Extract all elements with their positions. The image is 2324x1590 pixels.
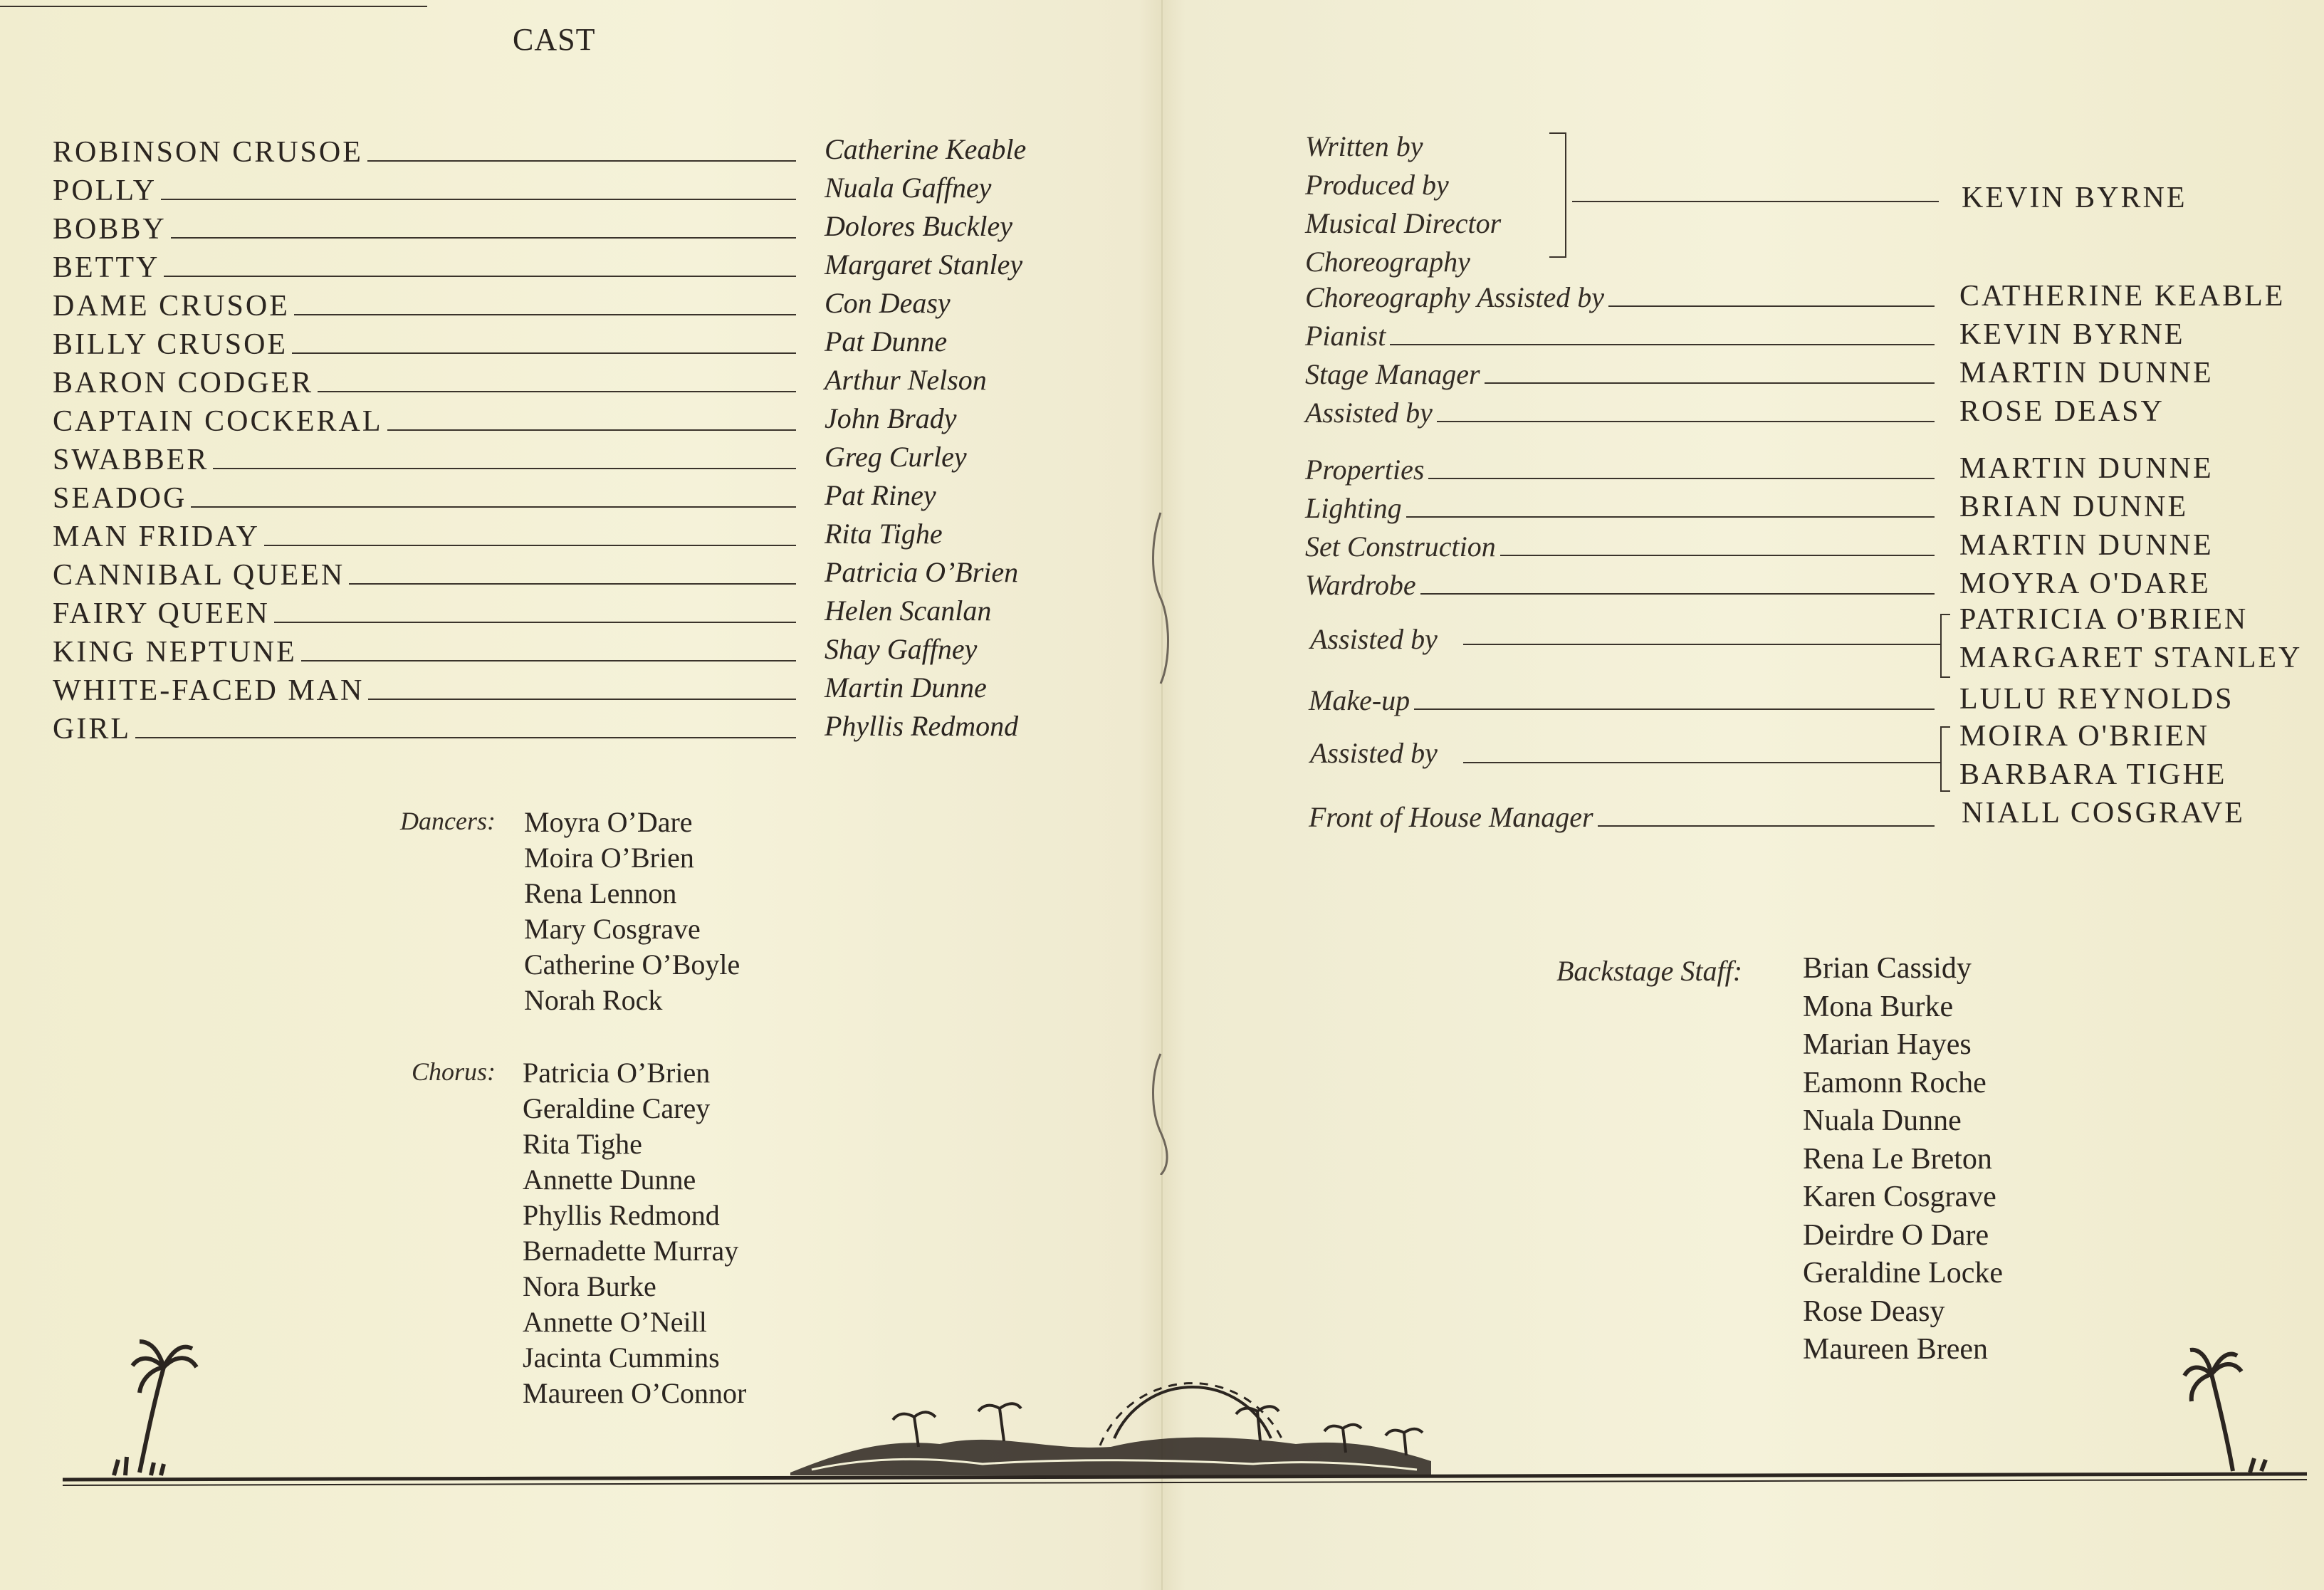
list-item: Nuala Dunne (1803, 1104, 1962, 1137)
credit-role: Assisted by (1310, 623, 1438, 655)
cast-title: CAST (513, 22, 596, 57)
list-item: Moira O’Brien (524, 842, 694, 874)
cast-row: SEADOG (53, 481, 800, 520)
credit-name: CATHERINE KEABLE (1959, 280, 2286, 313)
list-item: Bernadette Murray (523, 1235, 739, 1267)
list-item: Annette Dunne (523, 1163, 696, 1196)
list-item: Marian Hayes (1803, 1028, 1972, 1061)
island-illustration (0, 1324, 2324, 1510)
list-item: Catherine O’Boyle (524, 948, 740, 980)
staple-icon (1146, 498, 1175, 1175)
cast-row: BARON CODGER (53, 366, 800, 404)
actor-name: Pat Dunne (825, 325, 948, 357)
list-item: Patricia O’Brien (523, 1057, 711, 1089)
credit-row: Choreography Assisted by (1305, 281, 1939, 314)
cast-row: ROBINSON CRUSOE (53, 135, 800, 174)
actor-name: Helen Scanlan (825, 595, 992, 627)
credit-row: Set Construction (1305, 530, 1939, 563)
bracket (1565, 132, 1566, 258)
actor-name: Dolores Buckley (825, 210, 1012, 242)
actor-name: Arthur Nelson (825, 364, 987, 396)
cast-row: CAPTAIN COCKERAL (53, 404, 800, 443)
actor-name: Catherine Keable (825, 133, 1027, 165)
credit-name: KEVIN BYRNE (1962, 182, 2187, 214)
list-item: Annette O’Neill (523, 1306, 707, 1338)
list-item: Jacinta Cummins (523, 1341, 720, 1374)
list-item: Karen Cosgrave (1803, 1181, 1996, 1213)
credit-role: Assisted by (1310, 737, 1438, 769)
credit-name: MARGARET STANLEY (1959, 642, 2303, 674)
list-item: Rose Deasy (1803, 1295, 1945, 1328)
credit-name: MOIRA O'BRIEN (1959, 720, 2210, 753)
list-item: Mary Cosgrave (524, 913, 701, 945)
top-rule (0, 6, 427, 7)
cast-row: POLLY (53, 174, 800, 212)
list-item: Rita Tighe (523, 1128, 642, 1160)
credit-role: Produced by (1305, 169, 1449, 201)
bracket (1940, 726, 1942, 792)
list-item: Brian Cassidy (1803, 952, 1972, 985)
credit-name: ROSE DEASY (1959, 395, 2165, 428)
actor-name: Margaret Stanley (825, 249, 1023, 281)
cast-row: WHITE-FACED MAN (53, 674, 800, 712)
chorus-label: Chorus: (412, 1057, 496, 1086)
credit-row: Properties (1305, 453, 1939, 486)
credit-name: MOYRA O'DARE (1959, 568, 2211, 600)
palm-tree-icon (114, 1341, 197, 1475)
list-item: Rena Lennon (524, 877, 677, 909)
credit-row: Pianist (1305, 319, 1939, 352)
actor-name: Pat Riney (825, 479, 936, 511)
actor-name: Martin Dunne (825, 671, 987, 704)
cast-row: BOBBY (53, 212, 800, 251)
actor-name: Con Deasy (825, 287, 951, 319)
list-item: Deirdre O Dare (1803, 1218, 1989, 1252)
cast-row: DAME CRUSOE (53, 289, 800, 328)
cast-row: SWABBER (53, 443, 800, 481)
credit-name: BRIAN DUNNE (1959, 491, 2189, 523)
actor-name: Phyllis Redmond (825, 710, 1019, 742)
credit-name: MARTIN DUNNE (1959, 529, 2214, 562)
list-item: Phyllis Redmond (523, 1199, 720, 1231)
cast-row: FAIRY QUEEN (53, 597, 800, 635)
list-item: Geraldine Carey (523, 1092, 711, 1124)
credit-role: Musical Director (1305, 207, 1502, 239)
credit-name: LULU REYNOLDS (1959, 683, 2234, 716)
actor-name: Nuala Gaffney (825, 172, 992, 204)
actor-name: Rita Tighe (825, 518, 943, 550)
credit-row: Assisted by (1305, 396, 1939, 429)
credit-name: MARTIN DUNNE (1959, 357, 2214, 389)
credit-role: Choreography (1305, 246, 1470, 278)
credit-name: PATRICIA O'BRIEN (1959, 603, 2249, 636)
leader (1572, 201, 1939, 202)
palm-tree-icon (2184, 1350, 2266, 1473)
backstage-label: Backstage Staff: (1556, 955, 1743, 987)
credit-name: KEVIN BYRNE (1959, 318, 2185, 351)
credit-name: MARTIN DUNNE (1959, 452, 2214, 485)
list-item: Maureen Breen (1803, 1333, 1989, 1366)
cast-row: GIRL (53, 712, 800, 750)
cast-row: BETTY (53, 251, 800, 289)
backstage-list (1803, 950, 2003, 1369)
list-item: Norah Rock (524, 984, 663, 1016)
credit-row: Lighting (1305, 491, 1939, 525)
dancers-label: Dancers: (400, 807, 496, 835)
credit-row: Stage Manager (1305, 357, 1939, 391)
credit-name: BARBARA TIGHE (1959, 758, 2227, 791)
actor-name: Shay Gaffney (825, 633, 978, 665)
dancers-list (524, 805, 740, 1018)
list-item: Eamonn Roche (1803, 1066, 1987, 1099)
cast-row: KING NEPTUNE (53, 635, 800, 674)
actor-name: Patricia O’Brien (825, 556, 1019, 588)
credit-row: Front of House Manager (1309, 800, 1939, 834)
cast-row: MAN FRIDAY (53, 520, 800, 558)
list-item: Nora Burke (523, 1270, 656, 1302)
bracket (1940, 614, 1942, 678)
credit-role: Written by (1305, 130, 1423, 162)
list-item: Moyra O’Dare (524, 806, 693, 838)
actor-name: John Brady (825, 402, 957, 434)
cast-row: CANNIBAL QUEEN (53, 558, 800, 597)
credit-row: Make-up (1309, 684, 1939, 717)
list-item: Mona Burke (1803, 990, 1954, 1023)
list-item: Rena Le Breton (1803, 1142, 1992, 1176)
credit-name: NIALL COSGRAVE (1962, 797, 2245, 830)
list-item: Geraldine Locke (1803, 1257, 2004, 1290)
actor-name: Greg Curley (825, 441, 967, 473)
cast-row: BILLY CRUSOE (53, 328, 800, 366)
list-item: Maureen O’Connor (523, 1377, 747, 1409)
credit-row: Wardrobe (1305, 568, 1939, 602)
